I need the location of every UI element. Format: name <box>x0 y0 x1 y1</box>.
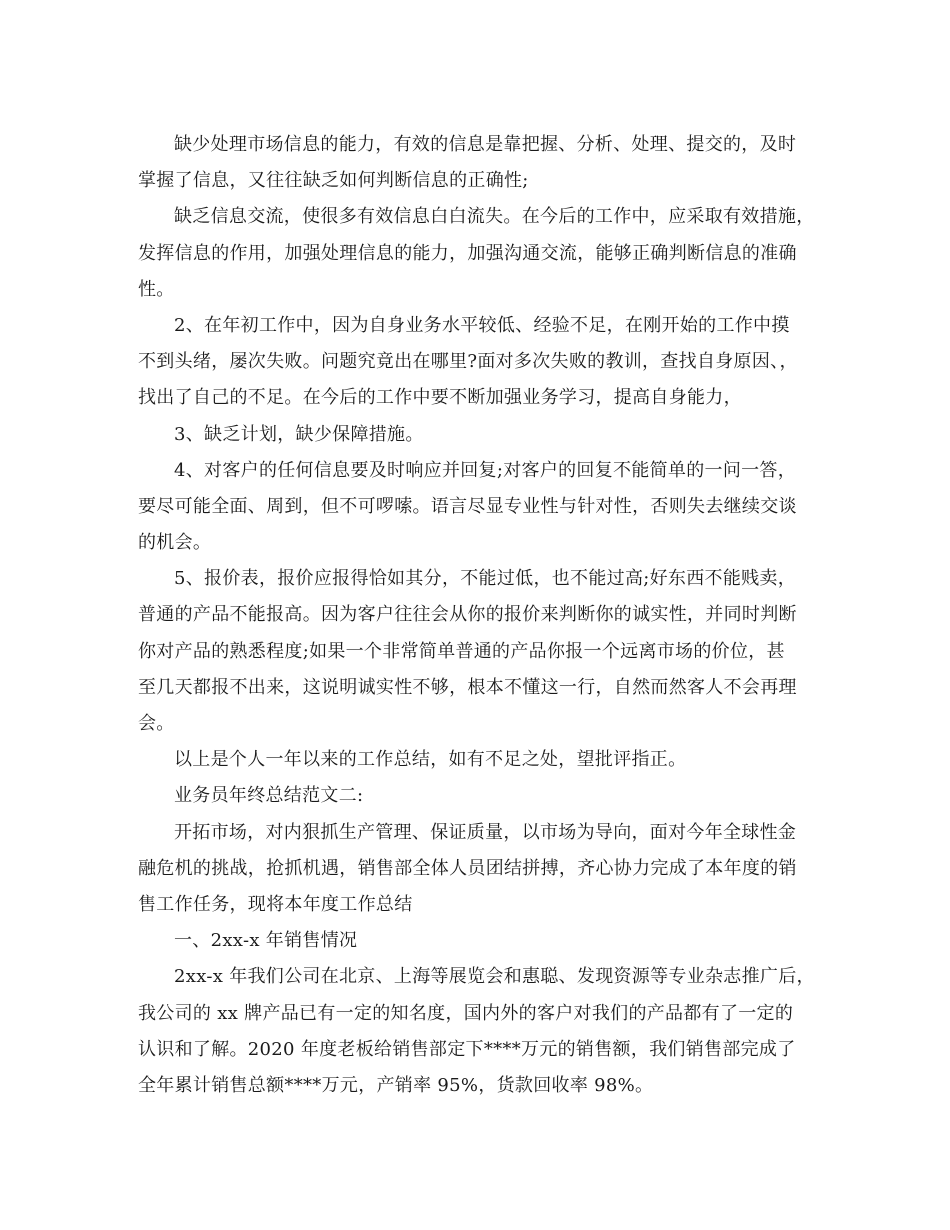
text-line: 你对产品的熟悉程度;如果一个非常简单普通的产品你报一个远离市场的价位，甚 <box>138 640 785 662</box>
text-line: 发挥信息的作用，加强处理信息的能力，加强沟通交流，能够正确判断信息的准确 <box>138 242 797 264</box>
text-line: 掌握了信息，又往往缺乏如何判断信息的正确性; <box>138 170 529 192</box>
text-line: 我公司的 xx 牌产品已有一定的知名度，国内外的客户对我们的产品都有了一定的 <box>138 1002 794 1024</box>
text-line: 普通的产品不能报高。因为客户往往会从你的报价来判断你的诚实性，并同时判断 <box>138 604 797 626</box>
text-line: 找出了自己的不足。在今后的工作中要不断加强业务学习，提高自身能力， <box>138 387 742 409</box>
text-line: 性。 <box>138 278 175 300</box>
text-line: 缺少处理市场信息的能力，有效的信息是靠把握、分析、处理、提交的，及时 <box>174 134 797 155</box>
text-line: 要尽可能全面、周到，但不可啰嗦。语言尽显专业性与针对性，否则失去继续交谈 <box>138 495 797 517</box>
text-line: 全年累计销售总额****万元，产销率 95%，货款回收率 98%。 <box>138 1074 654 1096</box>
text-line: 认识和了解。2020 年度老板给销售部定下****万元的销售额，我们销售部完成了 <box>138 1038 796 1060</box>
text-line: 融危机的挑战，抢抓机遇，销售部全体人员团结拼搏，齐心协力完成了本年度的销 <box>138 857 797 879</box>
document-body <box>138 127 818 1104</box>
text-line: 以上是个人一年以来的工作总结，如有不足之处，望批评指正。 <box>174 749 687 771</box>
text-line: 2xx-x 年我们公司在北京、上海等展览会和惠聪、发现资源等专业杂志推广后， <box>174 966 815 988</box>
text-line: 会。 <box>138 713 175 734</box>
text-line: 3、缺乏计划，缺少保障措施。 <box>174 423 424 445</box>
text-line: 业务员年终总结范文二: <box>174 785 364 807</box>
text-line: 4、对客户的任何信息要及时响应并回复;对客户的回复不能简单的一问一答， <box>174 459 797 481</box>
text-line: 售工作任务，现将本年度工作总结 <box>138 893 413 915</box>
text-line: 5、报价表，报价应报得恰如其分，不能过低，也不能过高;好东西不能贱卖， <box>174 568 797 590</box>
text-line: 一、2xx-x 年销售情况 <box>174 930 358 952</box>
text-line: 2、在年初工作中，因为自身业务水平较低、经验不足，在刚开始的工作中摸 <box>174 314 790 336</box>
text-line: 缺乏信息交流，使很多有效信息白白流失。在今后的工作中，应采取有效措施， <box>174 206 815 228</box>
text-line: 不到头绪，屡次失败。问题究竟出在哪里?面对多次失败的教训，查找自身原因、， <box>138 351 798 373</box>
text-line: 至几天都报不出来，这说明诚实性不够，根本不懂这一行，自然而然客人不会再理 <box>138 676 797 698</box>
text-line: 开拓市场，对内狠抓生产管理、保证质量，以市场为导向，面对今年全球性金 <box>174 821 797 843</box>
text-line: 的机会。 <box>138 532 212 554</box>
